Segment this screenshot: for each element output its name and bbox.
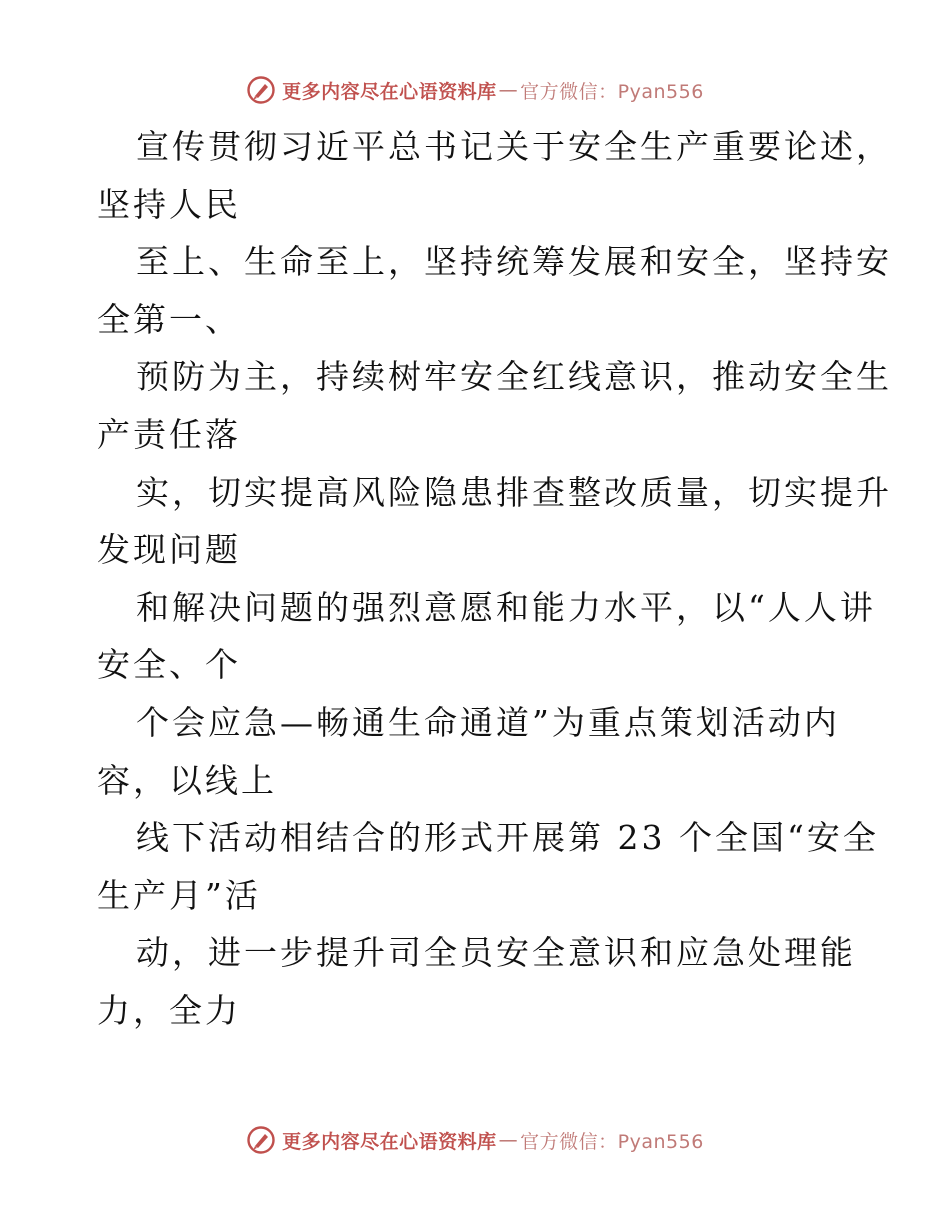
- text-line: 宣传贯彻习近平总书记关于安全生产重要论述，: [136, 127, 892, 166]
- text-line: 发现问题: [97, 530, 241, 570]
- header-watermark-banner: [0, 70, 950, 110]
- text-line: 产责任落: [97, 414, 241, 454]
- text-line: 至上、生命至上，坚持统筹发展和安全，坚持安: [136, 242, 892, 282]
- text-line: 和解决问题的强烈意愿和能力水平，以“人人讲: [136, 587, 876, 627]
- text-line: 容，以线上: [97, 760, 277, 800]
- footer-watermark-banner: [0, 1120, 950, 1160]
- banner-wechat-text: 官方微信：Pyan556: [520, 1130, 704, 1153]
- document-body: [97, 118, 892, 1040]
- banner-dash: —: [498, 1129, 519, 1151]
- text-line: 全第一、: [97, 299, 241, 339]
- banner-site-text: 更多内容尽在心语资料库: [282, 1130, 497, 1153]
- text-line: 个会应急—畅通生命通道”为重点策划活动内: [136, 702, 840, 742]
- text-line: 线下活动相结合的形式开展第 23 个全国“安全: [136, 818, 879, 858]
- text-line: 坚持人民: [97, 184, 241, 224]
- text-line: 安全、个: [97, 645, 241, 685]
- pen-logo-icon: [246, 75, 276, 105]
- banner-site-text: 更多内容尽在心语资料库: [282, 80, 497, 103]
- banner-wechat-text: 官方微信：Pyan556: [520, 80, 704, 103]
- text-line: 预防为主，持续树牢安全红线意识，推动安全生: [136, 357, 892, 397]
- banner-dash: —: [498, 79, 519, 101]
- text-line: 实，切实提高风险隐患排查整改质量，切实提升: [136, 472, 892, 512]
- pen-logo-icon: [246, 1125, 276, 1155]
- text-line: 力，全力: [97, 990, 241, 1030]
- text-line: 动，进一步提升司全员安全意识和应急处理能: [136, 933, 856, 973]
- text-line: 生产月”活: [97, 875, 261, 915]
